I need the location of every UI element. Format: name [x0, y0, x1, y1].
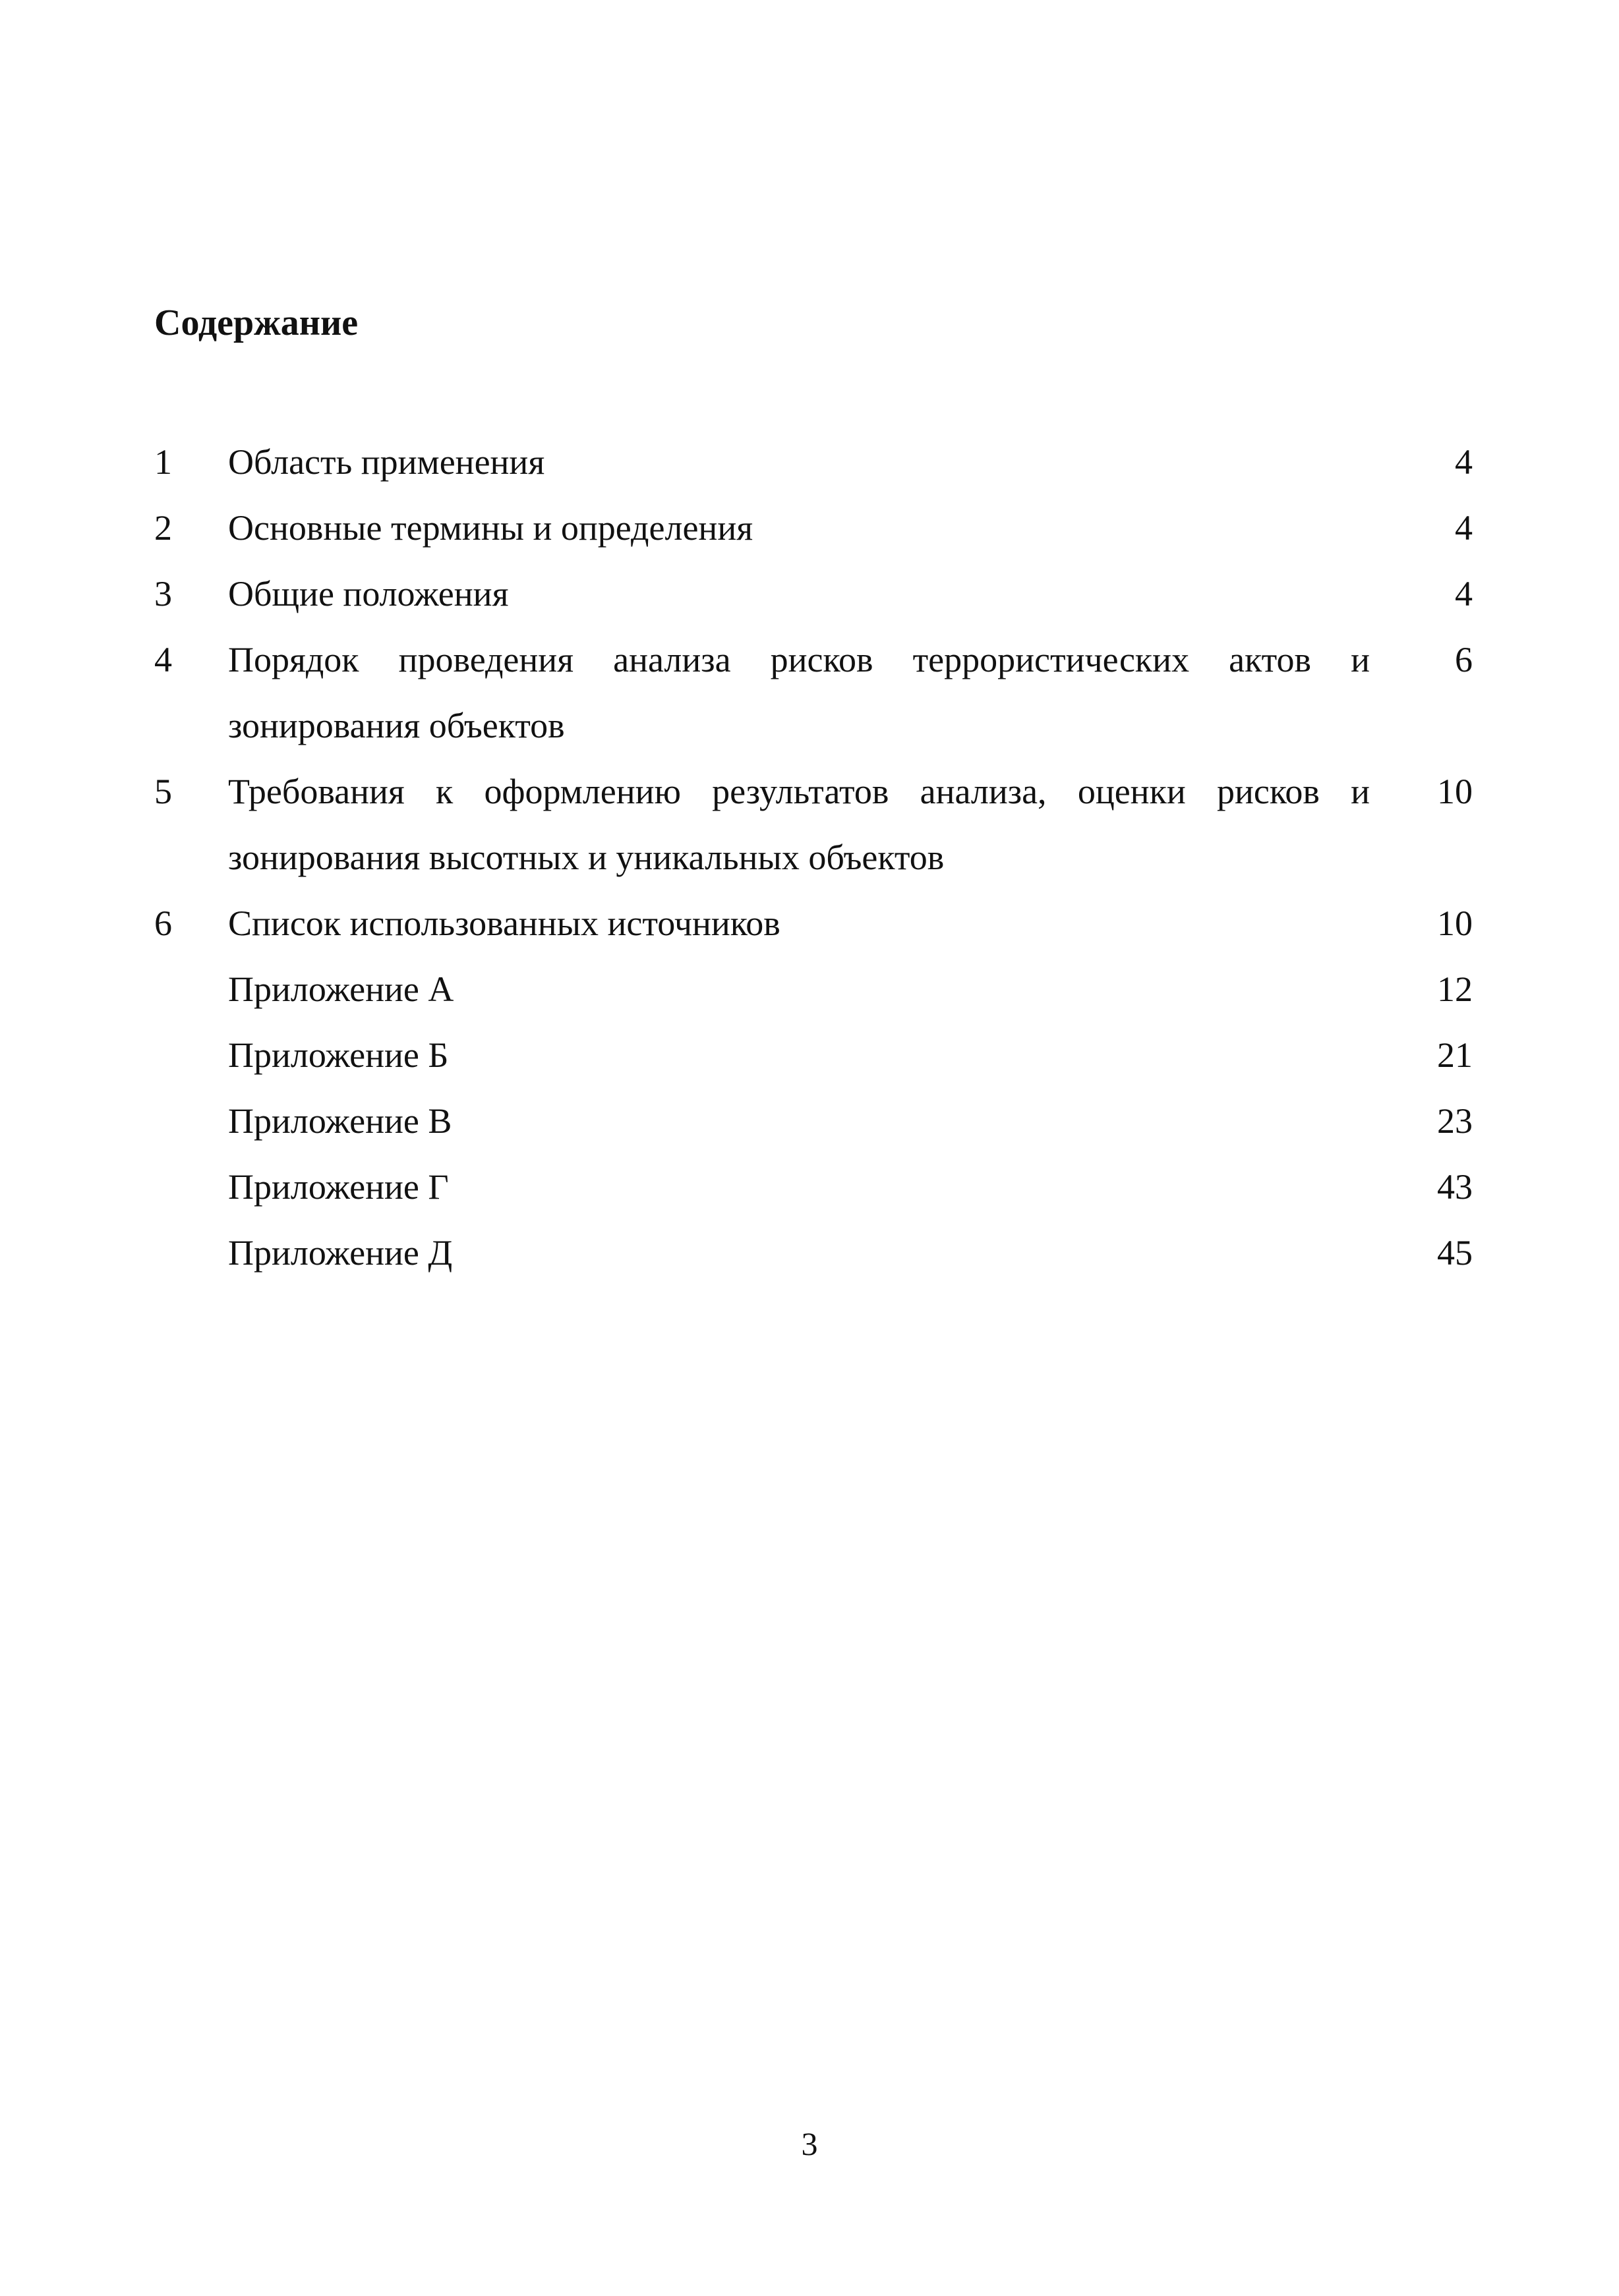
toc-entry[interactable] — [154, 956, 1473, 1022]
toc-entry-page: 12 — [1437, 969, 1473, 1009]
toc-entry[interactable] — [154, 890, 1473, 956]
toc-entry-title: Приложение Б — [228, 1035, 449, 1075]
toc-entry-number: 5 — [154, 772, 172, 811]
toc-entry[interactable] — [154, 1220, 1473, 1286]
toc-entry[interactable] — [154, 495, 1473, 561]
toc-entry[interactable] — [154, 1022, 1473, 1088]
toc-entry-page: 6 — [1455, 640, 1473, 679]
toc-entry[interactable] — [154, 561, 1473, 627]
toc-title: Содержание — [154, 302, 359, 343]
toc-entry-number: 3 — [154, 574, 172, 614]
toc-entry-number: 2 — [154, 508, 172, 548]
toc-entry-number: 4 — [154, 640, 172, 679]
toc-entry-page: 4 — [1455, 442, 1473, 482]
toc-entry-page: 10 — [1437, 904, 1473, 943]
toc-entry-title: Приложение Д — [228, 1233, 453, 1273]
toc-entry-title: Приложение В — [228, 1101, 452, 1141]
toc-entry-page: 4 — [1455, 508, 1473, 548]
toc-entry[interactable] — [154, 627, 1473, 759]
toc-entry-title: Область применения — [228, 442, 545, 482]
toc-entry-page: 23 — [1437, 1101, 1473, 1141]
toc-entry-page: 10 — [1437, 772, 1473, 811]
toc-entry-title: Приложение А — [228, 969, 454, 1009]
toc-entry-title: Порядок проведения анализа рисков террористических актов и зонирования объектов — [228, 640, 1370, 745]
toc-entry-title: Общие положения — [228, 574, 509, 614]
toc-entry-number: 1 — [154, 442, 172, 482]
toc-entry-number: 6 — [154, 904, 172, 943]
toc-entry[interactable] — [154, 759, 1473, 890]
toc-list — [154, 429, 1473, 1286]
toc-entry-title: Приложение Г — [228, 1167, 449, 1207]
toc-entry-title: Список использованных источников — [228, 904, 780, 943]
toc-entry-page: 45 — [1437, 1233, 1473, 1273]
toc-entry[interactable] — [154, 1088, 1473, 1154]
toc-entry[interactable] — [154, 1154, 1473, 1220]
page-number: 3 — [801, 2125, 818, 2162]
toc-entry[interactable] — [154, 429, 1473, 495]
toc-entry-title: Требования к оформлению результатов анализа, оценки рисков и зонирования высотных и уникальных объектов — [228, 772, 1370, 877]
toc-entry-title: Основные термины и определения — [228, 508, 753, 548]
toc-entry-page: 43 — [1437, 1167, 1473, 1207]
toc-entry-page: 21 — [1437, 1035, 1473, 1075]
toc-entry-page: 4 — [1455, 574, 1473, 614]
